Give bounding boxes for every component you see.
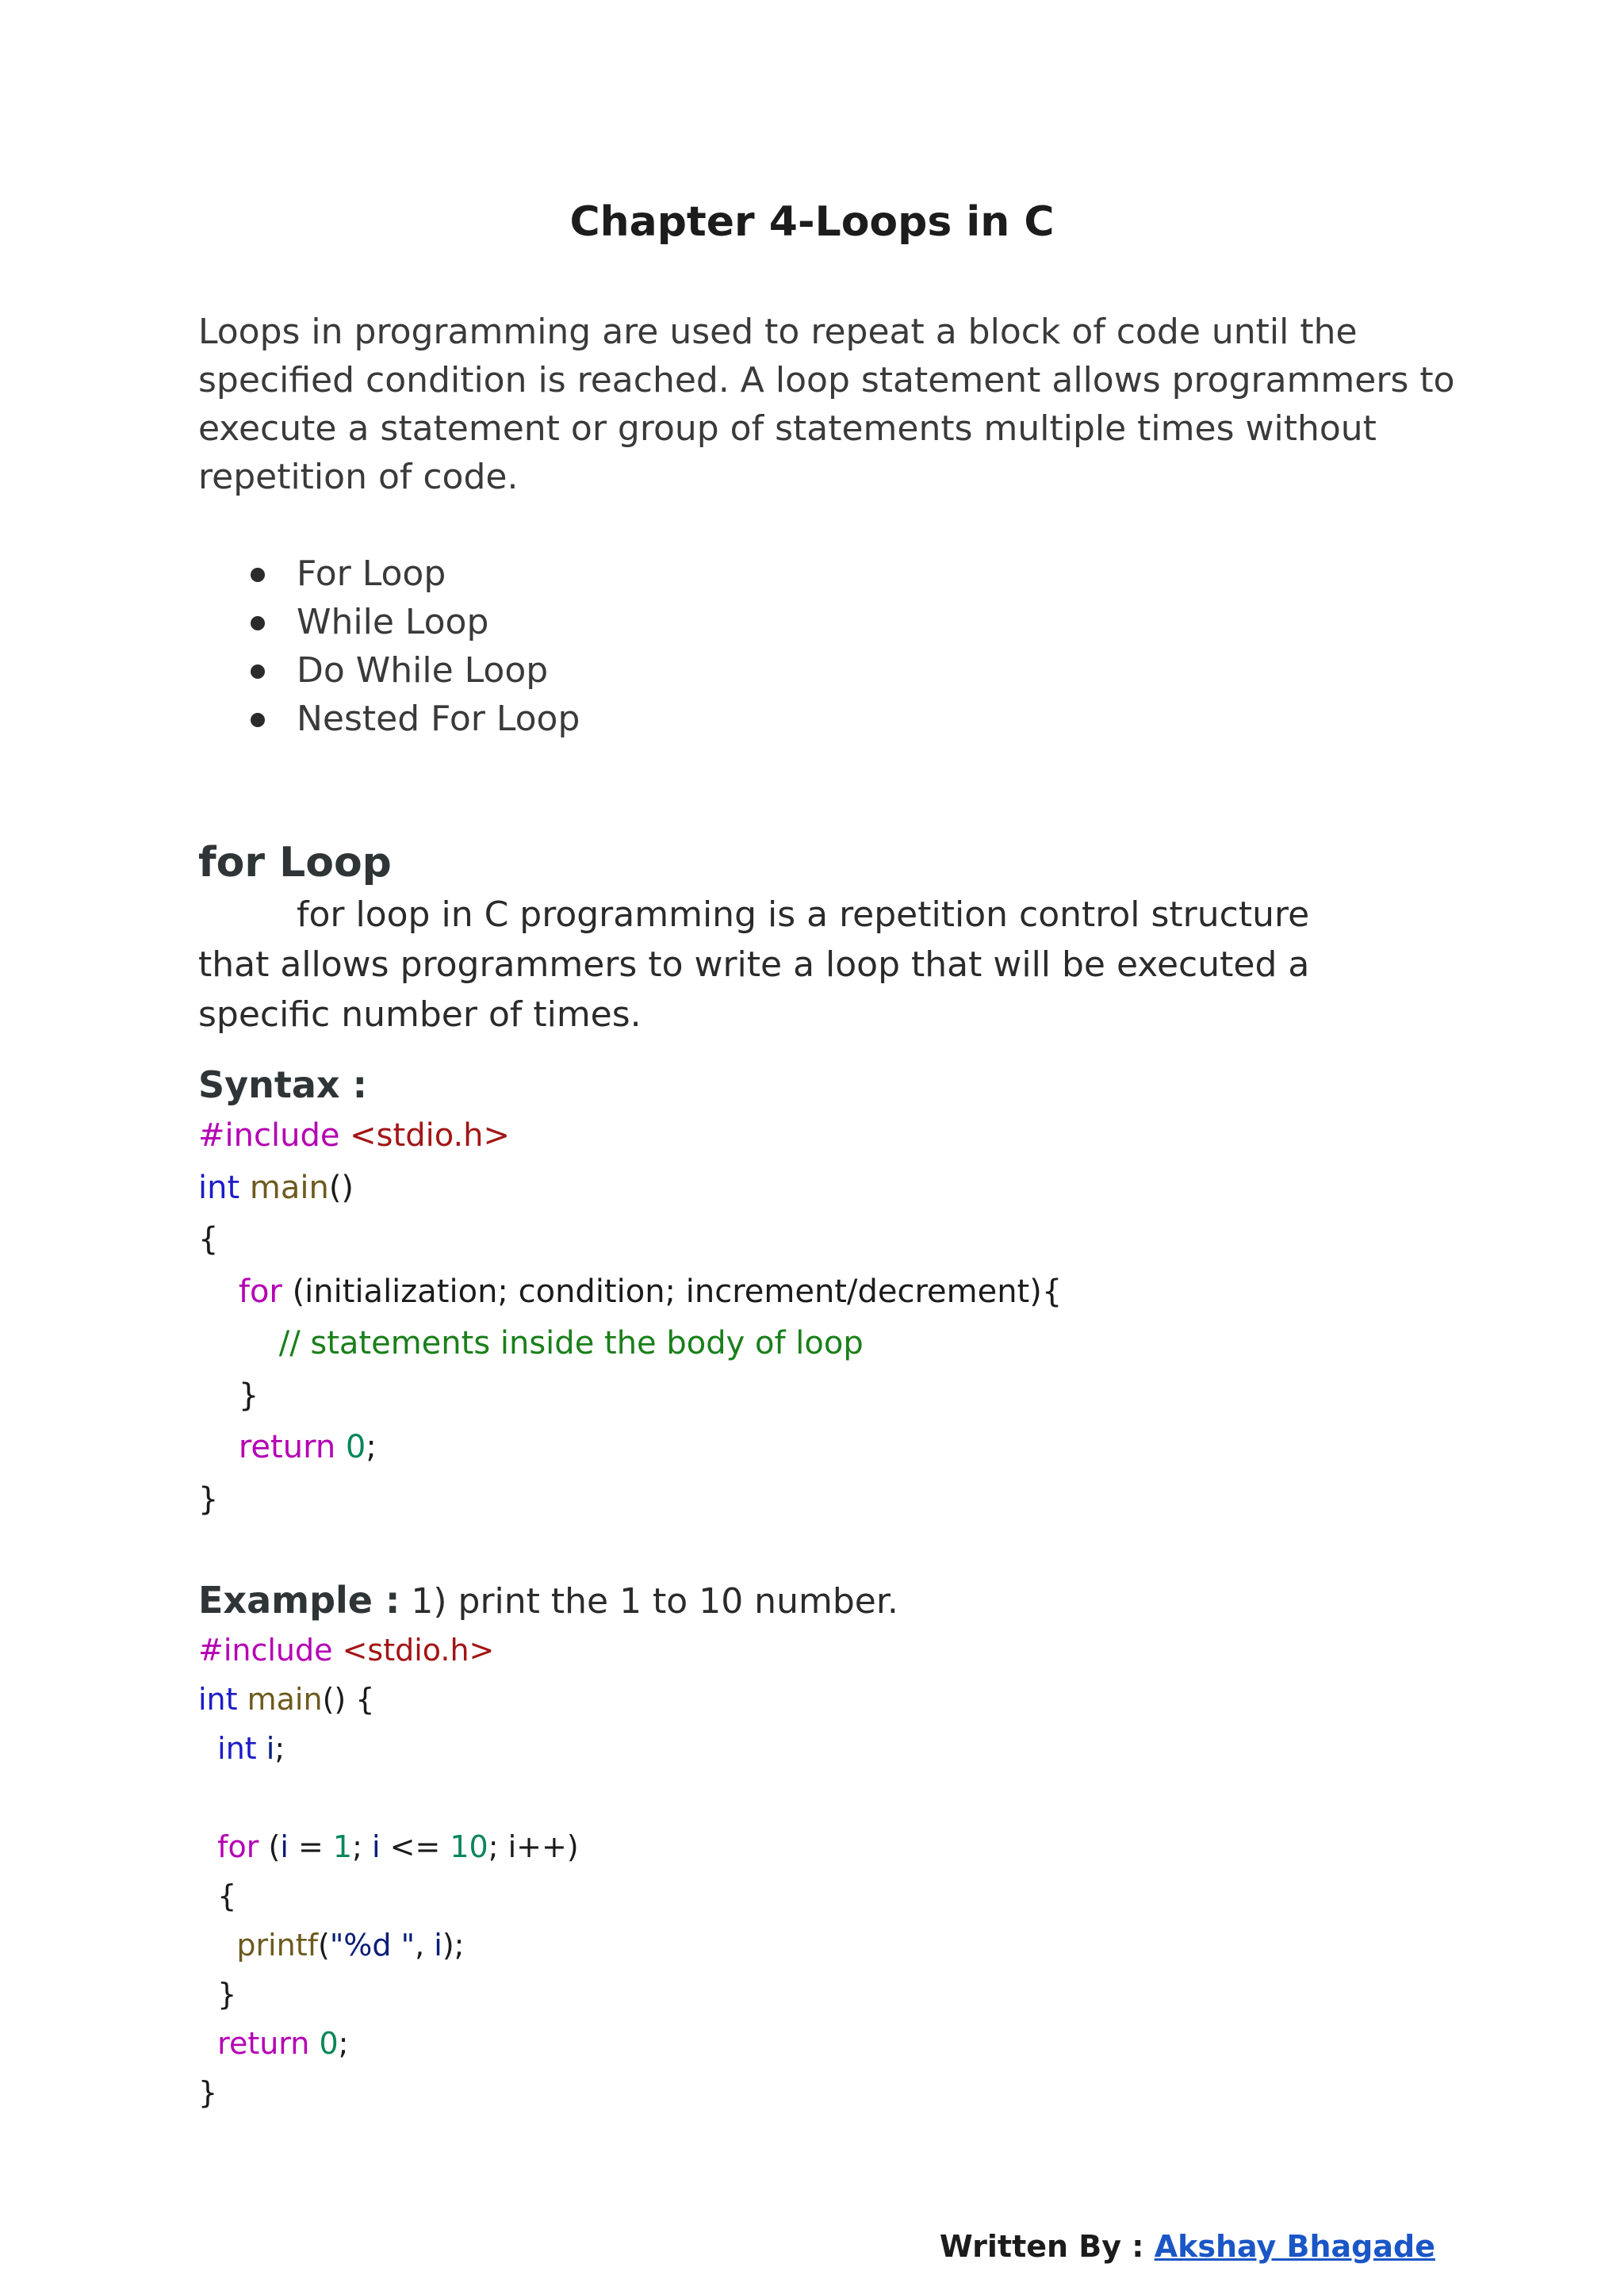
example-description: 1) print the 1 to 10 number. xyxy=(400,1581,898,1622)
code-line: int main() xyxy=(198,1169,354,1206)
code-line: int i; xyxy=(198,1731,285,1766)
author-credit xyxy=(940,2227,1435,2266)
bullet-icon xyxy=(251,713,265,727)
code-line xyxy=(198,1773,579,1822)
code-line: { xyxy=(198,1221,219,1258)
code-line: return 0; xyxy=(198,1429,377,1465)
list-item: Nested For Loop xyxy=(198,695,580,743)
example-label: Example : 1) print the 1 to 10 number. xyxy=(198,1579,898,1622)
code-line: for (initialization; condition; increment/decrement){ xyxy=(198,1273,1063,1310)
description-line: that allows programmers to write a loop that will be executed a xyxy=(198,944,1310,985)
bullet-icon xyxy=(251,568,265,582)
code-line: printf("%d ", i); xyxy=(198,1928,465,1963)
code-line: return 0; xyxy=(198,2026,349,2061)
list-item: Do While Loop xyxy=(198,646,580,695)
code-line: } xyxy=(198,2075,218,2110)
bullet-icon xyxy=(251,616,265,630)
list-item: For Loop xyxy=(198,550,580,598)
intro-paragraph xyxy=(198,308,1455,501)
intro-line: specified condition is reached. A loop statement allows programmers to xyxy=(198,360,1455,400)
author-link[interactable]: Akshay Bhagade xyxy=(1154,2229,1435,2264)
for-loop-description xyxy=(198,890,1467,1040)
syntax-code-block xyxy=(198,1110,1062,1526)
description-line: specific number of times. xyxy=(198,994,642,1035)
credit-label: Written By : xyxy=(939,2229,1155,2264)
code-line: { xyxy=(198,1878,237,1913)
code-line: } xyxy=(198,1377,259,1414)
page-title: Chapter 4-Loops in C xyxy=(569,198,1055,246)
example-code-block xyxy=(198,1626,579,2117)
loop-types-list xyxy=(198,550,580,743)
code-line: int main() { xyxy=(198,1682,375,1717)
code-line: for (i = 1; i <= 10; i++) xyxy=(198,1829,579,1864)
intro-line: execute a statement or group of statements multiple times without xyxy=(198,408,1377,449)
code-line: // statements inside the body of loop xyxy=(198,1325,864,1361)
intro-line: Loops in programming are used to repeat a block of code until the xyxy=(198,312,1358,352)
bullet-icon xyxy=(251,664,265,679)
code-line: } xyxy=(198,1480,219,1518)
list-item: While Loop xyxy=(198,598,580,646)
description-line: for loop in C programming is a repetition control structure xyxy=(297,894,1310,935)
intro-line: repetition of code. xyxy=(198,457,519,497)
code-line: #include <stdio.h> xyxy=(198,1633,495,1668)
for-loop-heading: for Loop xyxy=(198,839,392,887)
code-line: #include <stdio.h> xyxy=(198,1117,511,1154)
syntax-label: Syntax : xyxy=(198,1063,367,1106)
code-line: } xyxy=(198,1977,237,2012)
